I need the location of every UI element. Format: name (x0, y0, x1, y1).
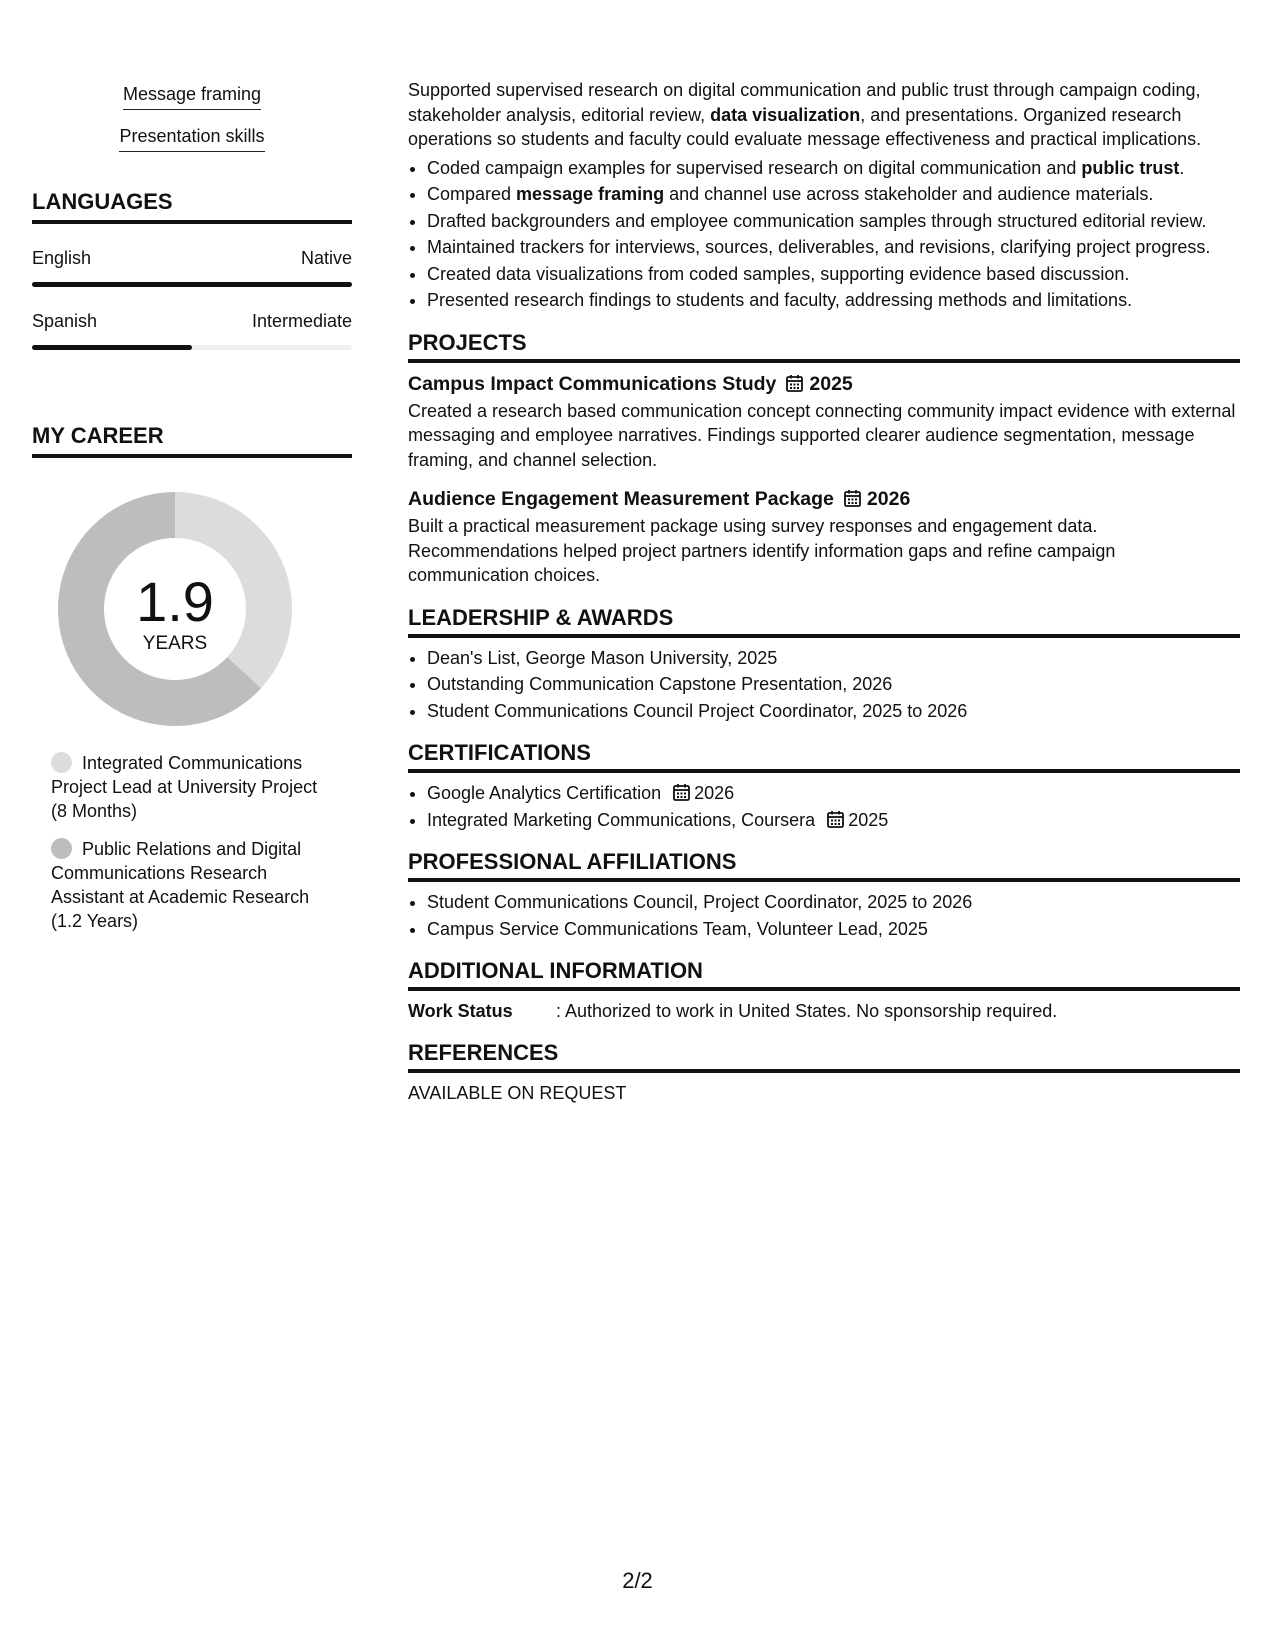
certifications-list (408, 781, 1240, 832)
text-run: Coded campaign examples for supervised research on digital communication and (427, 157, 1082, 178)
main-content (408, 78, 1240, 1105)
project-name: Campus Impact Communications Study (408, 372, 777, 395)
career-legend-dot (51, 752, 72, 773)
experience-bullet (427, 182, 1240, 207)
project-item (408, 486, 1240, 588)
references-text: AVAILABLE ON REQUEST (408, 1083, 627, 1103)
language-level: Intermediate (251, 311, 352, 331)
project-description: Built a practical measurement package using survey responses and engagement data. Recommendations helped project partners identify information gaps and refine campaign communication choices. (408, 516, 1116, 585)
project-year: 2026 (866, 488, 911, 510)
experience-bullet (427, 235, 1240, 260)
text-run: and channel use across stakeholder and audience materials. (664, 184, 1154, 204)
career-donut-chart (57, 491, 293, 727)
experience-bullet (427, 209, 1240, 234)
career-heading: MY CAREER (32, 422, 352, 458)
certification-year: 2025 (848, 809, 889, 830)
text-run: , and presentations. Organized research operations so students and faculty could evaluate message effectiveness and practical implications. (408, 104, 1202, 149)
language-item (32, 309, 352, 350)
language-item (32, 246, 352, 287)
languages-section (32, 188, 352, 350)
award-item: • Outstanding Communication Capstone Presentation, 2026 (427, 672, 1240, 697)
experience-summary (408, 78, 1240, 152)
language-name: Spanish (32, 311, 98, 331)
projects-heading: PROJECTS (408, 329, 1240, 363)
certification-name: Google Analytics Certification (427, 783, 662, 803)
language-proficiency-fill (32, 282, 352, 287)
project-item (408, 371, 1240, 473)
calendar-icon (673, 783, 690, 801)
affiliations-heading: PROFESSIONAL AFFILIATIONS (408, 848, 1240, 882)
affiliation-item: • Campus Service Communications Team, Volunteer Lead, 2025 (427, 917, 1240, 942)
certification-name: Integrated Marketing Communications, Coursera (427, 809, 816, 830)
bold-text: message framing (516, 184, 665, 204)
work-status-label: Work Status (408, 1001, 513, 1021)
bold-text: data visualization (710, 104, 861, 125)
work-status-value: : Authorized to work in United States. No sponsorship required. (556, 1001, 1058, 1021)
affiliation-item: • Student Communications Council, Project Coordinator, 2025 to 2026 (427, 890, 1240, 915)
text-run: Created data visualizations from coded samples, supporting evidence based discussion. (427, 263, 1130, 284)
calendar-icon (827, 810, 844, 828)
skill-tag: Presentation skills (119, 124, 264, 152)
career-item-text: Public Relations and Digital Communications Research Assistant at Academic Research (1.2 Years) (51, 839, 310, 931)
references-heading: REFERENCES (408, 1039, 1240, 1073)
affiliations-list (408, 890, 1240, 941)
text-run: Presented research findings to students and faculty, addressing methods and limitations. (427, 290, 1133, 310)
project-description: Created a research based communication concept connecting community impact evidence with external messaging and employee narratives. Findings supported clearer audience segmentation, message framing, and channel selection. (408, 400, 1236, 470)
certification-item (427, 808, 1240, 833)
project-year: 2025 (809, 372, 853, 395)
language-level: Native (300, 248, 352, 268)
experience-bullet (427, 262, 1240, 287)
languages-list (32, 246, 352, 350)
language-proficiency-bar (32, 345, 352, 350)
experience-bullets (408, 156, 1240, 313)
career-item (51, 751, 336, 823)
experience-bullet (427, 288, 1240, 313)
calendar-icon (844, 489, 861, 507)
awards-list (408, 646, 1240, 724)
career-total-unit: YEARS (142, 633, 208, 654)
certifications-heading: CERTIFICATIONS (408, 739, 1240, 773)
sidebar (32, 82, 352, 947)
work-status-row (408, 999, 1240, 1023)
awards-heading: LEADERSHIP & AWARDS (408, 604, 1240, 638)
text-run: Drafted backgrounders and employee communication samples through structured editorial review. (427, 210, 1207, 231)
career-total-value: 1.9 (136, 570, 214, 633)
career-item-text: Integrated Communications Project Lead at University Project (8 Months) (51, 753, 318, 821)
language-proficiency-fill (32, 345, 192, 350)
language-row (32, 246, 352, 270)
text-run: Supported supervised research on digital communication and public trust through campaign coding, stakeholder analysis, editorial review, (408, 80, 1201, 125)
career-legend-dot (51, 838, 72, 859)
text-run: . (1179, 157, 1185, 178)
career-item (51, 837, 336, 933)
projects-list (408, 371, 1240, 588)
language-proficiency-bar (32, 282, 352, 287)
award-item: • Student Communications Council Project Coordinator, 2025 to 2026 (427, 699, 1240, 724)
award-item: • Dean's List, George Mason University, 2025 (427, 646, 1240, 671)
additional-info-heading: ADDITIONAL INFORMATION (408, 957, 1240, 991)
career-legend (32, 751, 352, 933)
languages-heading: LANGUAGES (32, 188, 352, 224)
experience-bullet (427, 156, 1240, 181)
certification-year: 2026 (694, 783, 735, 803)
certification-item (427, 781, 1240, 806)
project-title (408, 486, 1240, 512)
text-run: Maintained trackers for interviews, sources, deliverables, and revisions, clarifying project progress. (427, 237, 1211, 257)
skill-tag: Message framing (123, 82, 261, 110)
project-title (408, 371, 1240, 397)
career-section (32, 422, 352, 933)
skills-list (32, 82, 352, 152)
language-name: English (32, 248, 92, 268)
calendar-icon (786, 374, 803, 392)
language-row (32, 309, 352, 333)
bold-text: public trust (1081, 157, 1180, 178)
text-run: Compared (427, 184, 517, 204)
project-name: Audience Engagement Measurement Package (408, 488, 834, 510)
page-number: 2/2 (622, 1568, 653, 1593)
